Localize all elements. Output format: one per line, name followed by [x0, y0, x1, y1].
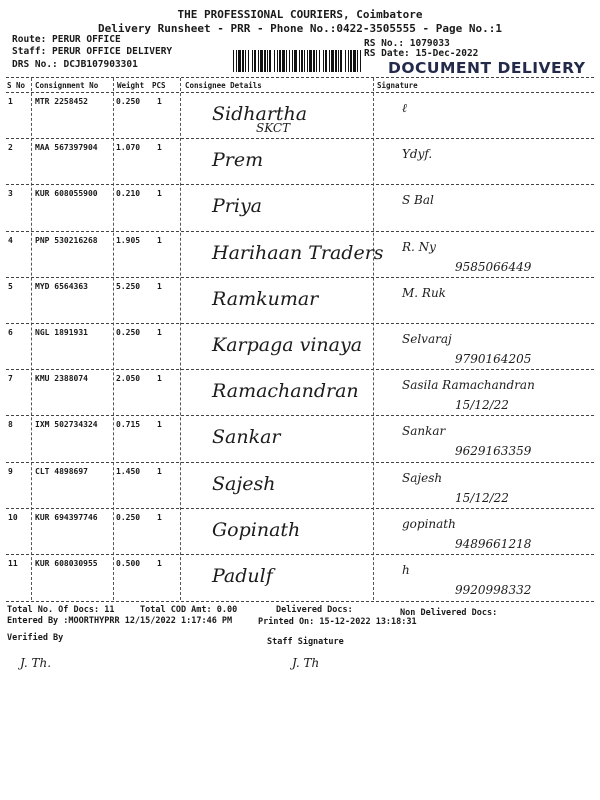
row-divider [6, 231, 594, 232]
row-pcs: 1 [157, 189, 162, 199]
row-weight: 0.250 [116, 328, 141, 337]
row-divider [6, 323, 594, 324]
row-consignment-no: MYD 6564363 [35, 281, 88, 291]
row-signature: M. Ruk [402, 285, 446, 300]
row-pcs: 1 [157, 143, 162, 153]
row-sno: 7 [8, 374, 13, 384]
row-weight: 1.905 [116, 235, 141, 245]
barcode-image [233, 50, 361, 72]
row-signature: h [402, 563, 410, 577]
table-header-rule [6, 92, 594, 93]
col-header-pcs: PCS [152, 81, 166, 90]
row-pcs: 1 [157, 97, 162, 106]
total-docs: Total No. Of Docs: 11 [7, 605, 115, 615]
row-pcs: 1 [157, 281, 162, 291]
row-weight: 1.450 [116, 466, 141, 476]
col-divider [180, 78, 181, 600]
row-consignment-no: MTR 2258452 [35, 97, 88, 106]
row-divider [6, 508, 594, 509]
row-consignment-no: CLT 4898697 [35, 466, 88, 476]
row-consignee-name: Padulf [212, 565, 273, 587]
row-pcs: 1 [157, 512, 162, 522]
row-signature-note: 15/12/22 [455, 398, 509, 413]
row-weight: 0.250 [116, 97, 141, 106]
row-signature-note: 9629163359 [455, 444, 532, 459]
row-signature: R. Ny [402, 239, 436, 254]
delivered-docs: Delivered Docs: [276, 605, 353, 615]
row-sno: 3 [8, 189, 13, 199]
row-pcs: 1 [157, 374, 162, 384]
verified-by-label: Verified By [7, 633, 64, 643]
row-weight: 5.250 [116, 281, 141, 291]
row-sno: 5 [8, 281, 13, 291]
row-weight: 0.500 [116, 559, 141, 568]
row-consignee-name: Sankar [212, 426, 281, 449]
entered-by: Entered By :MOORTHYPRR 12/15/2022 1:17:46 PM [7, 616, 233, 626]
table-bottom-rule [6, 601, 594, 602]
company-title: THE PROFESSIONAL COURIERS, Coimbatore [177, 8, 423, 21]
row-consignee-name: Karpaga vinaya [212, 334, 363, 356]
document-delivery-banner: DOCUMENT DELIVERY [388, 59, 586, 77]
staff-signature-label: Staff Signature [267, 637, 344, 647]
non-delivered-docs: Non Delivered Docs: [400, 608, 498, 618]
rs-number: RS No.: 1079033 [364, 38, 450, 49]
table-top-rule [6, 77, 594, 78]
row-signature: Sajesh [402, 470, 443, 485]
row-consignment-no: IXM 502734324 [35, 420, 98, 430]
row-signature: gopinath [402, 516, 456, 531]
col-divider [31, 78, 32, 600]
row-pcs: 1 [157, 466, 162, 476]
row-pcs: 1 [157, 235, 162, 245]
col-divider [373, 78, 374, 600]
row-consignee-name: Gopinath [212, 518, 301, 541]
row-weight: 2.050 [116, 374, 141, 384]
printed-on: Printed On: 15-12-2022 13:18:31 [258, 617, 417, 627]
col-header-weight: Weight [117, 81, 145, 90]
rs-date: RS Date: 15-Dec-2022 [364, 48, 479, 59]
row-sno: 6 [8, 328, 13, 337]
row-weight: 0.250 [116, 512, 141, 522]
row-weight: 0.715 [116, 420, 141, 430]
row-signature: Ydyf. [402, 147, 433, 162]
row-consignee-name: Sajesh [212, 472, 276, 495]
row-consignment-no: KUR 694397746 [35, 512, 98, 522]
row-sno: 4 [8, 235, 13, 245]
row-weight: 0.210 [116, 189, 141, 199]
row-consignee-name: Sidhartha [212, 103, 308, 125]
row-consignee-extra: SKCT [256, 121, 291, 135]
row-divider [6, 369, 594, 370]
row-pcs: 1 [157, 328, 162, 337]
staff-signature: J. Th [292, 656, 320, 670]
row-consignee-name: Ramkumar [212, 287, 319, 310]
route-label: Route: PERUR OFFICE [12, 34, 121, 45]
row-consignment-no: PNP 530216268 [35, 235, 98, 245]
row-divider [6, 415, 594, 416]
col-header-consignee: Consignee Details [185, 81, 262, 90]
row-pcs: 1 [157, 559, 162, 568]
row-consignee-name: Prem [212, 149, 264, 172]
verified-signature: J. Th. [20, 656, 52, 670]
row-signature: Sasila Ramachandran [402, 378, 535, 393]
row-signature-note: 15/12/22 [455, 490, 509, 505]
runsheet-subtitle: Delivery Runsheet - PRR - Phone No.:0422-3505555 - Page No.:1 [98, 22, 502, 35]
row-sno: 1 [8, 97, 13, 106]
drs-number: DRS No.: DCJB107903301 [12, 59, 138, 70]
row-signature: Sankar [402, 424, 446, 439]
col-header-consignment: Consignment No [35, 81, 99, 90]
row-signature: ℓ [402, 101, 407, 115]
row-consignee-name: Ramachandran [212, 380, 359, 403]
col-header-sno: S No [7, 81, 26, 90]
row-divider [6, 462, 594, 463]
row-consignee-name: Priya [212, 195, 263, 218]
row-consignment-no: KMU 2388074 [35, 374, 88, 384]
row-sno: 9 [8, 466, 13, 476]
row-sno: 2 [8, 143, 13, 153]
col-header-signature: Signature [377, 81, 418, 90]
row-signature: S Bal [402, 193, 434, 208]
row-consignment-no: NGL 1891931 [35, 328, 88, 337]
row-signature-note: 9790164205 [455, 352, 532, 366]
row-sno: 10 [8, 512, 18, 522]
row-signature: Selvaraj [402, 332, 452, 346]
row-divider [6, 277, 594, 278]
row-signature-note: 9920998332 [455, 583, 532, 597]
row-consignment-no: MAA 567397904 [35, 143, 98, 153]
row-divider [6, 554, 594, 555]
row-divider [6, 184, 594, 185]
row-consignment-no: KUR 608055900 [35, 189, 98, 199]
row-divider [6, 138, 594, 139]
row-sno: 11 [8, 559, 18, 568]
row-signature-note: 9585066449 [455, 259, 532, 274]
col-divider [113, 78, 114, 600]
row-pcs: 1 [157, 420, 162, 430]
row-signature-note: 9489661218 [455, 536, 532, 551]
row-sno: 8 [8, 420, 13, 430]
row-weight: 1.070 [116, 143, 141, 153]
row-consignee-name: Harihaan Traders [212, 241, 384, 264]
staff-label: Staff: PERUR OFFICE DELIVERY [12, 46, 173, 57]
total-cod: Total COD Amt: 0.00 [140, 605, 238, 615]
row-consignment-no: KUR 608030955 [35, 559, 98, 568]
